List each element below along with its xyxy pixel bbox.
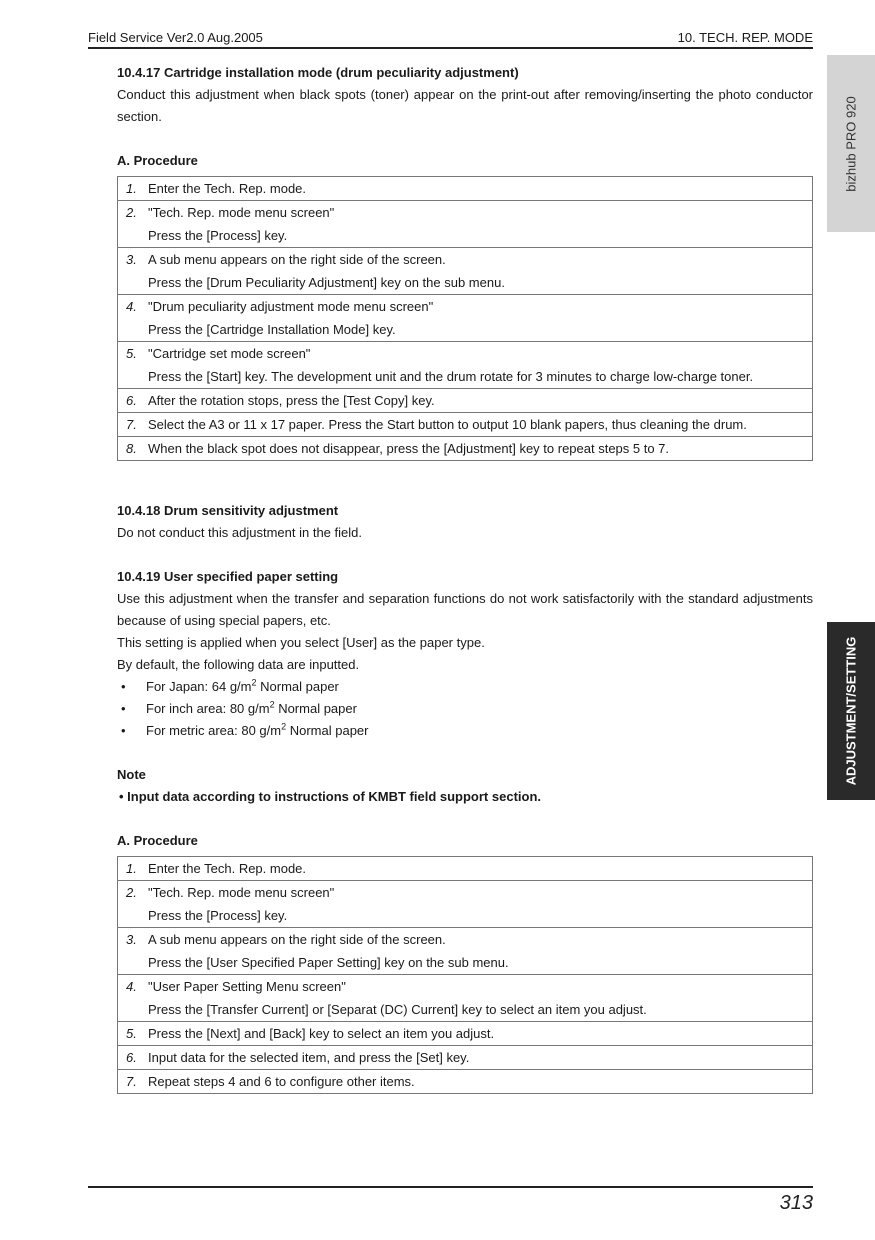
section-title-10-4-17: 10.4.17 Cartridge installation mode (drum peculiarity adjustment) [117,65,519,80]
procedure-step [118,177,813,201]
procedure-step [118,389,813,413]
procedure-step-cell [118,201,813,248]
step-text [148,975,806,1021]
list-item-text: For inch area: 80 g/m [146,701,270,716]
step-line: When the black spot does not disappear, press the [Adjustment] key to repeat steps 5 to 7. [148,441,670,456]
step-line: Press the [Cartridge Installation Mode] key. [148,322,396,337]
step-text [148,389,806,412]
procedure-step-cell [118,248,813,295]
step-line: Select the A3 or 11 x 17 paper. Press the Start button to output 10 blank papers, thus cleaning the drum. [148,417,747,432]
step-line: A sub menu appears on the right side of the screen. [148,252,446,267]
procedure-heading-2: A. Procedure [117,833,198,848]
superscript: 2 [251,677,257,688]
procedure-step-cell [118,437,813,461]
step-text [148,857,806,880]
list-item [117,720,813,742]
step-number: 1. [126,181,137,196]
section-title-10-4-18: 10.4.18 Drum sensitivity adjustment [117,503,339,518]
step-line: Input data for the selected item, and press the [Set] key. [148,1050,470,1065]
list-item-suffix: Normal paper [256,679,339,694]
section-intro-10-4-19: Use this adjustment when the transfer and separation functions do not work satisfactorily with the standard adjustments because of using special papers, etc. [117,591,813,628]
step-text [148,413,806,436]
step-line: Enter the Tech. Rep. mode. [148,861,307,876]
header-left-text: Field Service Ver2.0 Aug.2005 [88,30,263,45]
section-line-user-type: This setting is applied when you select [User] as the paper type. [117,635,485,650]
step-number: 6. [126,393,137,408]
step-number: 2. [126,205,137,220]
procedure-step-cell [118,177,813,201]
step-line: Press the [Next] and [Back] key to select an item you adjust. [148,1026,495,1041]
procedure-heading-1: A. Procedure [117,153,198,168]
step-number: 4. [126,979,137,994]
procedure-step-cell [118,881,813,928]
procedure-table-1 [117,176,813,461]
step-number: 2. [126,885,137,900]
procedure-step [118,857,813,881]
procedure-step [118,295,813,342]
step-line: Press the [Process] key. [148,908,288,923]
bullet-marker: • [121,701,126,716]
step-number: 5. [126,1026,137,1041]
step-number: 3. [126,252,137,267]
step-text [148,928,806,974]
step-text [148,342,806,388]
page-number: 313 [779,1192,813,1214]
product-side-tab [827,55,875,232]
procedure-step-cell [118,928,813,975]
step-line: "Drum peculiarity adjustment mode menu screen" [148,299,434,314]
step-text [148,1046,806,1069]
step-line: Press the [Transfer Current] or [Separat (DC) Current] key to select an item you adjust. [148,1002,647,1017]
step-line: A sub menu appears on the right side of the screen. [148,932,446,947]
procedure-step [118,248,813,295]
procedure-step-cell [118,342,813,389]
step-line: After the rotation stops, press the [Test Copy] key. [148,393,435,408]
list-item-suffix: Normal paper [286,723,369,738]
step-line: Press the [User Specified Paper Setting] key on the sub menu. [148,955,509,970]
procedure-step [118,413,813,437]
procedure-step [118,342,813,389]
procedure-step [118,975,813,1022]
step-text [148,201,806,247]
procedure-step-cell [118,1046,813,1070]
page-header [88,29,813,49]
chapter-side-tab-label: ADJUSTMENT/SETTING [843,636,859,786]
procedure-table-2 [117,856,813,1094]
procedure-step-cell [118,413,813,437]
step-line: "Tech. Rep. mode menu screen" [148,205,335,220]
step-text [148,1022,806,1045]
product-side-tab-label: bizhub PRO 920 [843,95,859,192]
list-item-text: For Japan: 64 g/m [146,679,252,694]
procedure-step [118,881,813,928]
procedure-step [118,1022,813,1046]
procedure-step [118,437,813,461]
chapter-side-tab [827,622,875,800]
procedure-step-cell [118,1022,813,1046]
procedure-step-cell [118,389,813,413]
bullet-marker: • [121,723,126,738]
default-data-list [117,676,813,742]
step-text [148,1070,806,1093]
procedure-step [118,1046,813,1070]
section-text-10-4-18: Do not conduct this adjustment in the field. [117,525,362,540]
step-text [148,295,806,341]
step-line: Enter the Tech. Rep. mode. [148,181,307,196]
step-line: "Cartridge set mode screen" [148,346,311,361]
procedure-step [118,1070,813,1094]
procedure-step [118,201,813,248]
superscript: 2 [281,721,287,732]
section-title-10-4-19: 10.4.19 User specified paper setting [117,569,339,584]
superscript: 2 [269,699,275,710]
list-item [117,676,813,698]
step-number: 8. [126,441,137,456]
list-item [117,698,813,720]
step-number: 3. [126,932,137,947]
step-number: 4. [126,299,137,314]
step-text [148,881,806,927]
step-text [148,177,806,200]
bullet-marker: • [121,679,126,694]
procedure-step-cell [118,975,813,1022]
procedure-step-cell [118,857,813,881]
procedure-step-cell [118,1070,813,1094]
step-text [148,437,806,460]
step-number: 7. [126,1074,137,1089]
list-item-suffix: Normal paper [274,701,357,716]
step-number: 5. [126,346,137,361]
header-rule [88,47,813,49]
note-item: • Input data according to instructions of KMBT field support section. [119,789,541,804]
step-line: Repeat steps 4 and 6 to configure other items. [148,1074,415,1089]
page-content [117,62,813,1094]
step-number: 7. [126,417,137,432]
procedure-step [118,928,813,975]
footer-rule [88,1186,813,1188]
step-number: 1. [126,861,137,876]
step-number: 6. [126,1050,137,1065]
step-text [148,248,806,294]
procedure-step-cell [118,295,813,342]
section-line-default-data: By default, the following data are inputted. [117,657,360,672]
section-intro-10-4-17: Conduct this adjustment when black spots (toner) appear on the print-out after removing/inserting the photo conductor section. [117,87,813,124]
note-title: Note [117,767,146,782]
step-line: "User Paper Setting Menu screen" [148,979,346,994]
step-line: Press the [Process] key. [148,228,288,243]
step-line: Press the [Drum Peculiarity Adjustment] key on the sub menu. [148,275,505,290]
step-line: Press the [Start] key. The development unit and the drum rotate for 3 minutes to charge low-charge toner. [148,369,754,384]
list-item-text: For metric area: 80 g/m [146,723,282,738]
header-right-text: 10. TECH. REP. MODE [677,30,813,45]
step-line: "Tech. Rep. mode menu screen" [148,885,335,900]
